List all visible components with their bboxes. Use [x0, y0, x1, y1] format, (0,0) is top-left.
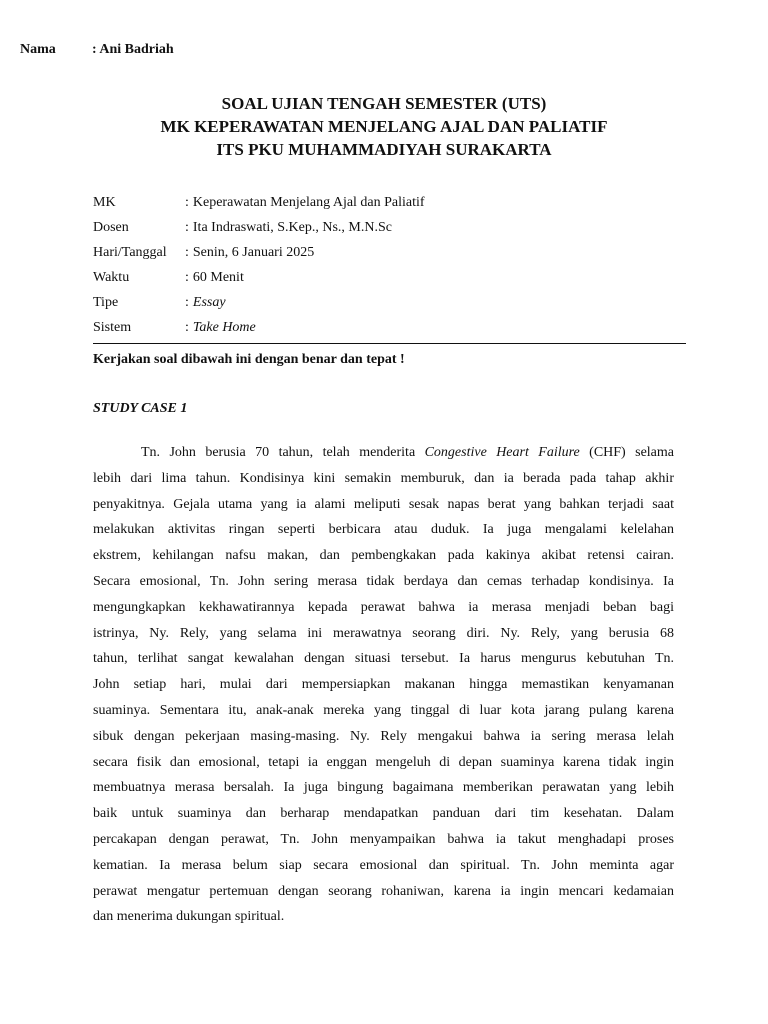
info-value: : Essay	[185, 295, 226, 310]
info-key: MK	[93, 195, 116, 210]
info-key: Sistem	[93, 320, 132, 335]
header-divider	[93, 343, 686, 344]
info-value: : Ita Indraswati, S.Kep., Ns., M.N.Sc	[185, 220, 392, 235]
case-line: dan menerima dukungan spiritual.	[93, 909, 285, 925]
case-title: STUDY CASE 1	[93, 401, 188, 416]
case-line: perawat mengatur pertemuan dengan seorang rohaniwan, karena ia ingin mencari kedamaian	[93, 883, 674, 899]
exam-title-line-1: SOAL UJIAN TENGAH SEMESTER (UTS)	[221, 94, 547, 113]
case-line: membuatnya merasa bersalah. Ia juga bingung bagaimana memberikan perawatan yang lebih	[93, 780, 674, 796]
case-line: Tn. John berusia 70 tahun, telah menderita Congestive Heart Failure (CHF) selama	[141, 445, 674, 460]
case-line: baik untuk suaminya dan berharap mendapatkan panduan dari tim kesehatan. Dalam	[93, 806, 674, 822]
exam-instruction: Kerjakan soal dibawah ini dengan benar dan tepat !	[93, 352, 405, 367]
info-value: : Senin, 6 Januari 2025	[185, 245, 315, 260]
case-line: istrinya, Ny. Rely, yang selama ini merawatnya seorang diri. Ny. Rely, yang berusia 68	[93, 625, 674, 641]
student-name-label: Nama	[20, 42, 56, 57]
info-key: Tipe	[93, 295, 119, 310]
case-line: ekstrem, kehilangan nafsu makan, dan pembengkakan pada kakinya akibat retensi cairan.	[93, 548, 674, 564]
case-body	[93, 440, 674, 930]
case-line: secara fisik dan emosional, tetapi ia enggan mengeluh di depan suaminya karena tidak ingin	[93, 754, 674, 770]
info-key: Dosen	[93, 220, 129, 235]
case-term-italic: Congestive Heart Failure	[424, 445, 580, 460]
case-line: sibuk dengan pekerjaan masing-masing. Ny. Rely mengakui bahwa ia sering merasa lelah	[93, 728, 674, 744]
exam-title-line-3: ITS PKU MUHAMMADIYAH SURAKARTA	[216, 140, 552, 159]
info-value: : Take Home	[185, 320, 256, 335]
exam-title-line-2: MK KEPERAWATAN MENJELANG AJAL DAN PALIATIF	[160, 117, 608, 136]
info-key: Hari/Tanggal	[93, 245, 167, 260]
case-line: Secara emosional, Tn. John sering merasa tidak berdaya dan cemas terhadap kondisinya. Ia	[93, 573, 674, 589]
case-line: kematian. Ia merasa belum siap secara emosional dan spiritual. Tn. John meminta agar	[93, 857, 674, 873]
case-line: mengungkapkan kekhawatirannya kepada perawat bahwa ia merasa menjadi beban bagi	[93, 599, 674, 615]
case-line: penyakitnya. Gejala utama yang ia alami meliputi sesak napas berat yang bahkan terjadi saat	[93, 496, 674, 512]
case-line: lebih dari lima tahun. Kondisinya kini semakin memburuk, dan ia berada pada tahap akhir	[93, 470, 674, 486]
info-value: : Keperawatan Menjelang Ajal dan Paliatif	[185, 195, 425, 210]
case-line: John setiap hari, mulai dari mempersiapkan makanan hingga memastikan kenyamanan	[93, 677, 674, 693]
exam-title	[0, 92, 768, 161]
student-name-value: : Ani Badriah	[92, 42, 174, 57]
case-line: melakukan aktivitas ringan seperti berbicara atau duduk. Ia juga mengalami kelelahan	[93, 522, 674, 538]
case-line: suaminya. Sementara itu, anak-anak mereka yang tinggal di luar kota jarang pulang karena	[93, 702, 674, 718]
info-key: Waktu	[93, 270, 130, 285]
case-line: percakapan dengan perawat, Tn. John menyampaikan bahwa ia takut menghadapi proses	[93, 831, 674, 847]
case-line: tahun, terlihat sangat kewalahan dengan situasi tersebut. Ia harus mengurus kebutuhan Tn.	[93, 651, 674, 667]
info-value: : 60 Menit	[185, 270, 244, 285]
